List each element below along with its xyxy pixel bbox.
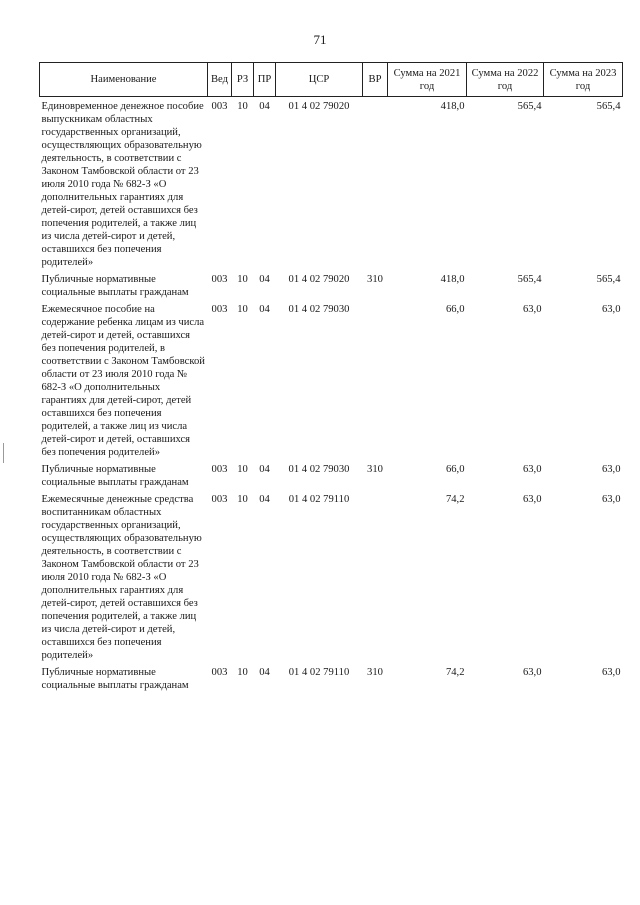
row-rz: 10 (237, 667, 248, 678)
row-ved: 003 (211, 667, 228, 678)
row-sum-2022: 63,0 (522, 464, 542, 475)
row-rz: 10 (237, 101, 248, 112)
row-sum-2022: 565,4 (517, 101, 542, 112)
row-csr: 01 4 02 79110 (288, 667, 350, 678)
row-sum-2022: 63,0 (522, 667, 542, 678)
table-header-row (40, 63, 623, 97)
table-row (40, 273, 623, 303)
row-ved: 003 (211, 464, 228, 475)
row-name: Единовременное денежное пособие выпускникам областных государственных организаций, осуществляющих образовательную деятельность, в соответствии с Законом Тамбовской области от 23 июля 2010 года № 682-З «О дополнительных гарантиях для детей-сирот, детей оставшихся без попечения родителей, а также лиц из числа детей-сирот и детей, оставшихся без попечения родителей» (41, 101, 204, 268)
row-csr: 01 4 02 79030 (288, 464, 350, 475)
row-csr: 01 4 02 79020 (288, 101, 350, 112)
row-csr: 01 4 02 79020 (288, 274, 350, 285)
row-vr (363, 493, 388, 666)
table-row (40, 666, 623, 696)
header-ved: Вед (208, 63, 232, 97)
row-rz: 10 (237, 274, 248, 285)
row-sum-2021: 66,0 (445, 464, 465, 475)
row-csr: 01 4 02 79030 (288, 304, 350, 315)
row-ved: 003 (211, 304, 228, 315)
row-sum-2022: 63,0 (522, 494, 542, 505)
row-sum-2022: 63,0 (522, 304, 542, 315)
row-pr: 04 (259, 101, 270, 112)
row-pr: 04 (259, 667, 270, 678)
row-ved: 003 (211, 274, 228, 285)
row-sum-2021: 74,2 (445, 494, 465, 505)
row-name: Публичные нормативные социальные выплаты гражданам (41, 274, 189, 298)
row-sum-2021: 418,0 (440, 274, 465, 285)
row-rz: 10 (237, 464, 248, 475)
row-pr: 04 (259, 464, 270, 475)
table-row (40, 493, 623, 666)
row-sum-2023: 63,0 (601, 494, 621, 505)
row-sum-2021: 66,0 (445, 304, 465, 315)
row-sum-2023: 565,4 (596, 101, 621, 112)
row-name: Ежемесячные денежные средства воспитанникам областных государственных организаций, осуществляющих образовательную деятельность, в соответствии с Законом Тамбовской области от 23 июля 2010 года № 682-З «О дополнительных гарантиях для детей-сирот, детей оставшихся без попечения родителей, а также лиц из числа детей-сирот и детей, оставшихся без попечения родителей» (41, 494, 202, 661)
table-row (40, 463, 623, 493)
header-csr: ЦСР (276, 63, 363, 97)
header-rz: РЗ (232, 63, 254, 97)
row-vr: 310 (367, 464, 383, 475)
header-sum-2021: Сумма на 2021 год (388, 63, 467, 97)
header-sum-2022: Сумма на 2022 год (467, 63, 544, 97)
row-sum-2023: 63,0 (601, 667, 621, 678)
row-name: Публичные нормативные социальные выплаты гражданам (41, 667, 189, 691)
table-row (40, 97, 623, 274)
row-vr: 310 (367, 667, 383, 678)
budget-table (39, 62, 623, 696)
row-sum-2023: 63,0 (601, 464, 621, 475)
row-pr: 04 (259, 494, 270, 505)
header-pr: ПР (254, 63, 276, 97)
row-sum-2021: 418,0 (440, 101, 465, 112)
row-sum-2023: 565,4 (596, 274, 621, 285)
row-rz: 10 (237, 304, 248, 315)
row-ved: 003 (211, 101, 228, 112)
row-rz: 10 (237, 494, 248, 505)
row-vr (363, 303, 388, 463)
row-pr: 04 (259, 304, 270, 315)
row-vr: 310 (367, 274, 383, 285)
row-sum-2023: 63,0 (601, 304, 621, 315)
row-sum-2021: 74,2 (445, 667, 465, 678)
row-csr: 01 4 02 79110 (288, 494, 350, 505)
row-sum-2022: 565,4 (517, 274, 542, 285)
margin-mark (3, 443, 4, 463)
row-name: Ежемесячное пособие на содержание ребенка лицам из числа детей-сирот и детей, оставшихся без попечения родителей, в соответствии с Законом Тамбовской области от 23 июля 2010 года № 682-З «О дополнительных гарантиях для детей-сирот, детей оставшихся без попечения родителей, а также лиц из числа детей-сирот и детей, оставшихся без попечения родителей» (41, 304, 205, 458)
page-number: 71 (313, 32, 327, 47)
header-sum-2023: Сумма на 2023 год (544, 63, 623, 97)
table-row (40, 303, 623, 463)
row-ved: 003 (211, 494, 228, 505)
row-vr (363, 97, 388, 274)
row-name: Публичные нормативные социальные выплаты гражданам (41, 464, 189, 488)
header-name: Наименование (40, 63, 208, 97)
row-pr: 04 (259, 274, 270, 285)
header-vr: ВР (363, 63, 388, 97)
